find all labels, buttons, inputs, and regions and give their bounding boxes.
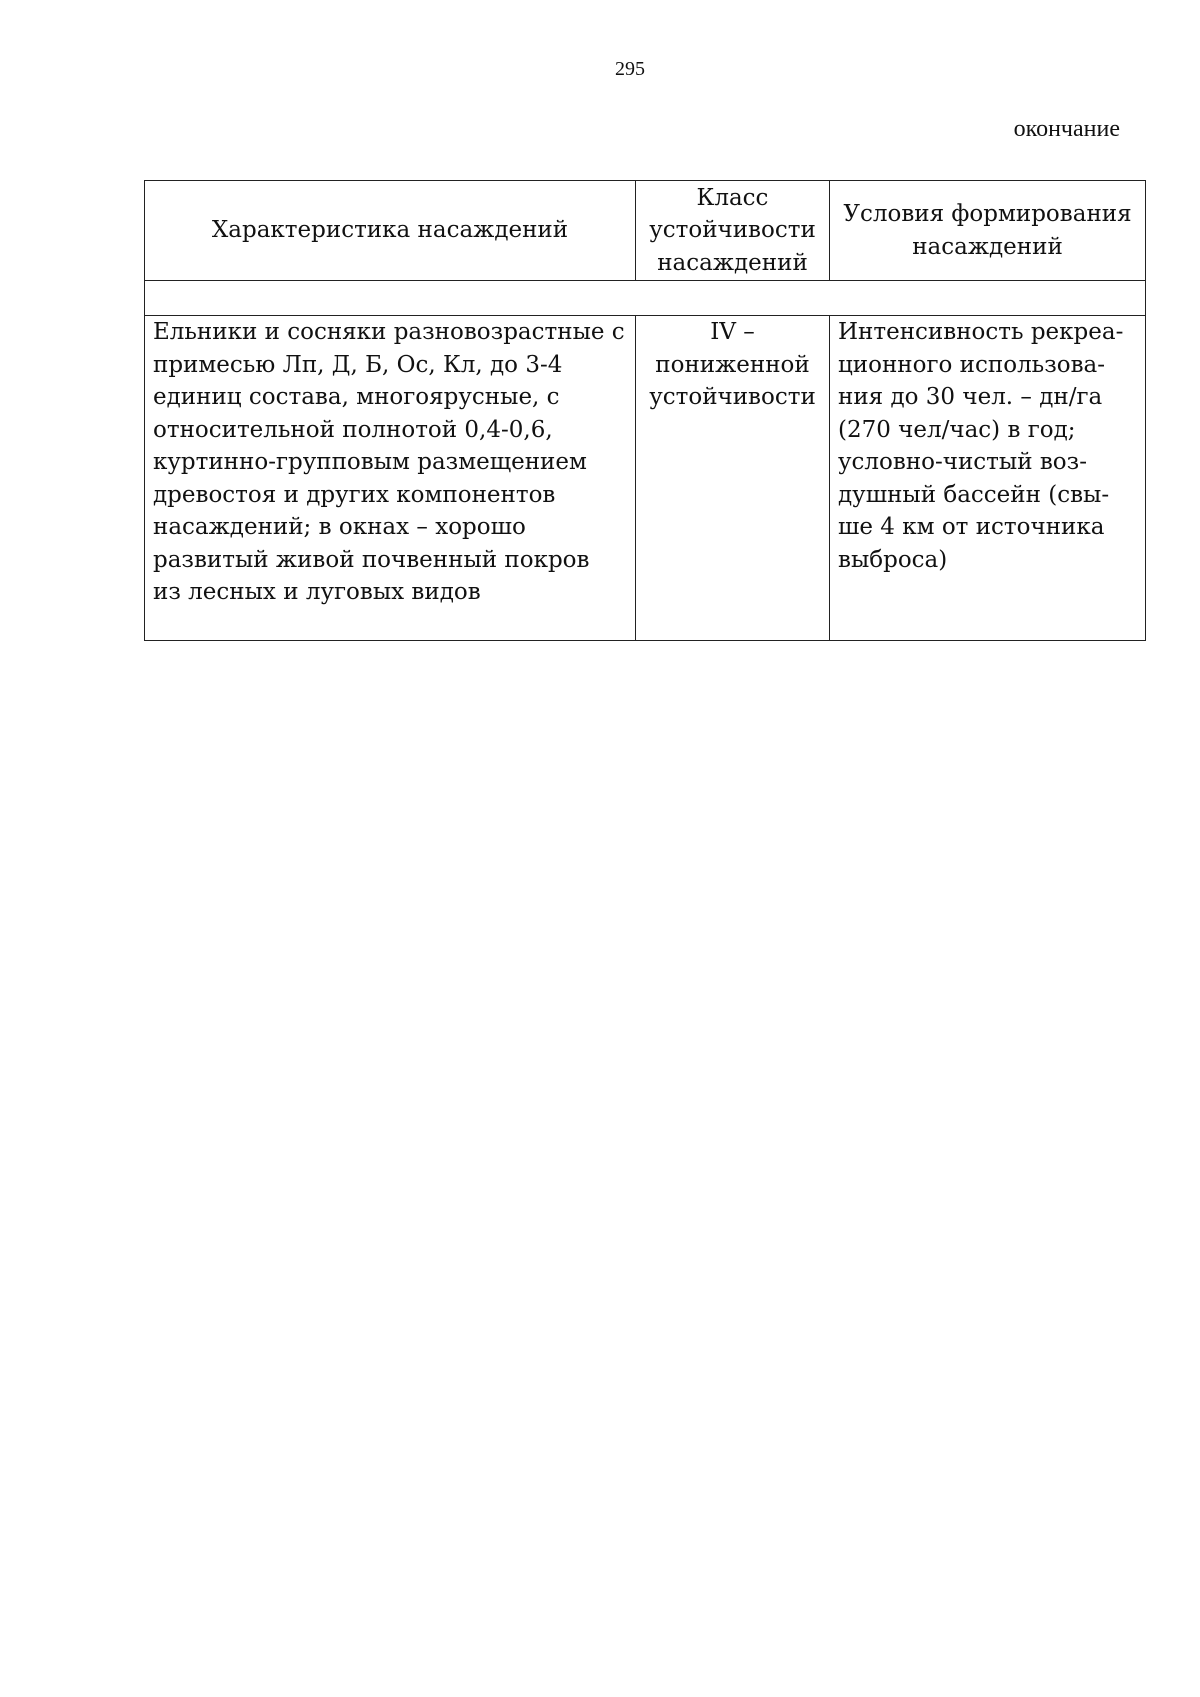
- cell-formation-conditions: [830, 316, 1146, 641]
- characteristic-line: примесью Лп, Д, Б, Ос, Кл, до 3-4: [153, 351, 563, 378]
- header-conditions-line: насаждений: [912, 233, 1063, 260]
- table-blank-row: [145, 281, 1146, 316]
- conditions-line: ния до 30 чел. – дн/га: [838, 384, 1103, 410]
- header-conditions-line: Условия формирования: [843, 201, 1132, 227]
- stability-line: устойчивости: [649, 384, 816, 410]
- cell-stability-class: [636, 316, 830, 641]
- conditions-line: душный бассейн (свы-: [838, 481, 1110, 508]
- conditions-line: ционного использова-: [838, 351, 1106, 378]
- page-number: 295: [615, 58, 645, 80]
- characteristic-line: развитый живой почвенный покров: [153, 546, 590, 573]
- characteristic-line: единиц состава, многоярусные, с: [153, 384, 560, 410]
- header-stability-class: [636, 181, 830, 281]
- stability-line: пониженной: [655, 351, 810, 378]
- header-formation-conditions: [830, 181, 1146, 281]
- characteristic-line: насаждений; в окнах – хорошо: [153, 514, 526, 540]
- table-header-row: [145, 181, 1146, 281]
- header-characteristic: [145, 181, 636, 281]
- header-stability-line: Класс: [696, 184, 769, 211]
- conditions-line: ше 4 км от источника: [838, 514, 1105, 540]
- characteristics-table: [144, 180, 1146, 641]
- cell-characteristic: [145, 316, 636, 641]
- header-stability-line: устойчивости: [649, 217, 816, 244]
- conditions-line: Интенсивность рекреа-: [838, 319, 1124, 345]
- characteristic-line: куртинно-групповым размещением: [153, 449, 587, 475]
- conditions-line: (270 чел/час) в год;: [838, 416, 1076, 443]
- characteristic-line: Ельники и сосняки разновозрастные с: [153, 319, 625, 345]
- characteristic-line: относительной полнотой 0,4-0,6,: [153, 416, 553, 443]
- blank-cell: [145, 281, 1146, 316]
- conditions-line: условно-чистый воз-: [838, 449, 1087, 475]
- conditions-line: выброса): [838, 546, 948, 573]
- table-row: [145, 316, 1146, 641]
- characteristic-line: древостоя и других компонентов: [153, 481, 556, 508]
- characteristic-line: из лесных и луговых видов: [153, 579, 481, 605]
- header-characteristic-text: Характеристика насаждений: [211, 217, 569, 244]
- stability-line: IV –: [710, 319, 755, 345]
- continuation-label: окончание: [1013, 116, 1120, 142]
- header-stability-line: насаждений: [657, 249, 808, 276]
